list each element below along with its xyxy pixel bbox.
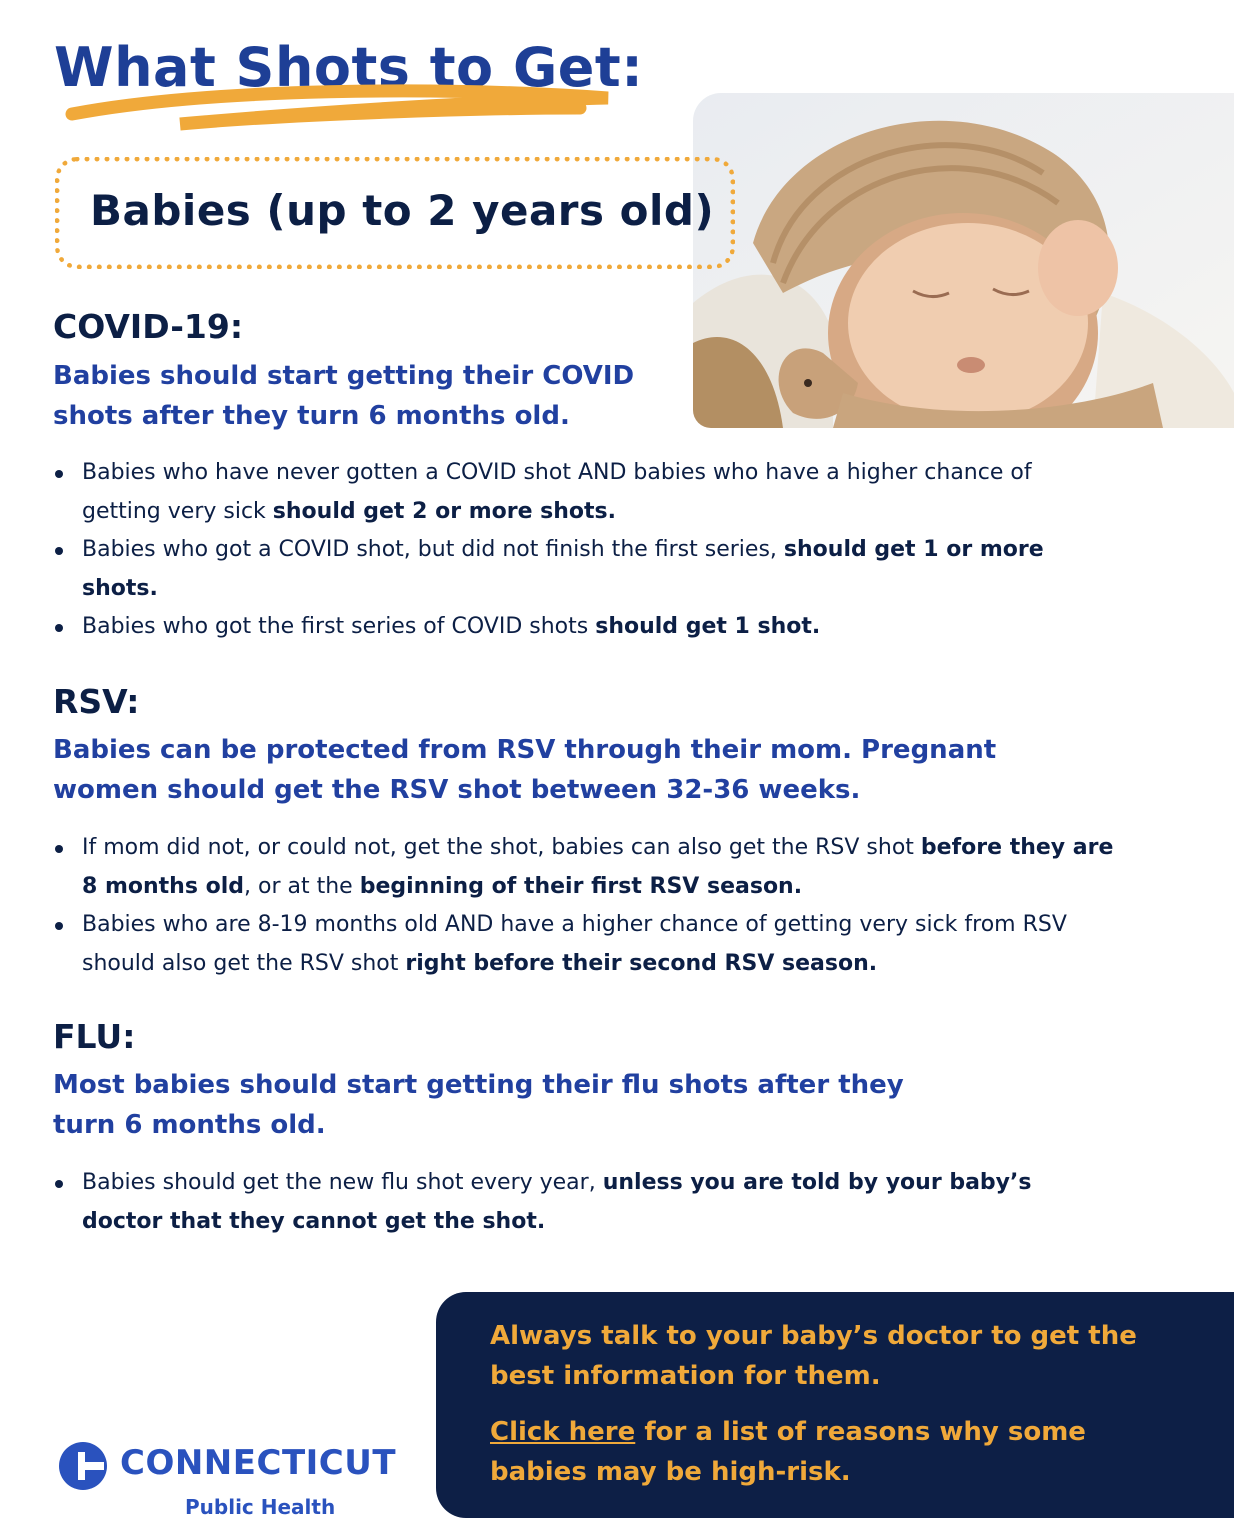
list-item: Babies who got a COVID shot, but did not finish the first series, should get 1 or more shots. <box>53 531 1113 608</box>
callout-line-2: best information for them. <box>490 1361 881 1391</box>
list-item: If mom did not, or could not, get the shot, babies can also get the RSV shot before they are 8 months old, or at the beginning of their first RSV season. <box>53 829 1133 906</box>
list-item: Babies should get the new flu shot every year, unless you are told by your baby’s doctor that they cannot get the shot. <box>53 1164 1063 1241</box>
flu-subheading <box>53 1065 904 1145</box>
list-item: Babies who have never gotten a COVID shot AND babies who have a higher chance of getting very sick should get 2 or more shots. <box>53 454 1113 531</box>
callout-line-4: babies may be high-risk. <box>490 1457 851 1487</box>
logo-wordmark: CONNECTICUT <box>120 1443 397 1483</box>
callout-message <box>490 1316 1190 1396</box>
click-here-link[interactable]: Click here <box>490 1417 636 1447</box>
rsv-bullet-list <box>53 829 1133 983</box>
baby-photo <box>693 93 1234 428</box>
title-underline-swoosh <box>60 84 620 138</box>
page-title: What Shots to Get: <box>54 36 644 99</box>
rsv-subheading-line-1: Babies can be protected from RSV through their mom. Pregnant <box>53 735 997 765</box>
audience-label: Babies (up to 2 years old) <box>90 186 715 235</box>
flu-subheading-line-2: turn 6 months old. <box>53 1110 326 1140</box>
list-item: Babies who are 8-19 months old AND have a higher chance of getting very sick from RSV should also get the RSV shot right before their second RSV season. <box>53 906 1133 983</box>
flu-bullet-list <box>53 1164 1063 1241</box>
covid-subheading <box>53 356 634 436</box>
callout-line-1: Always talk to your baby’s doctor to get the <box>490 1321 1137 1351</box>
rsv-subheading-line-2: women should get the RSV shot between 32-36 weeks. <box>53 775 861 805</box>
list-item: Babies who got the first series of COVID shots should get 1 shot. <box>53 608 1113 647</box>
callout-link-paragraph <box>490 1412 1190 1492</box>
covid-heading: COVID-19: <box>53 307 244 346</box>
covid-subheading-line-2: shots after they turn 6 months old. <box>53 401 570 431</box>
connecticut-logo-icon <box>58 1441 108 1491</box>
callout-after-link: for a list of reasons why some <box>635 1417 1086 1447</box>
flu-heading: FLU: <box>53 1017 136 1056</box>
logo-subtitle: Public Health <box>185 1495 336 1519</box>
rsv-heading: RSV: <box>53 682 140 721</box>
rsv-subheading <box>53 730 996 810</box>
covid-bullet-list <box>53 454 1113 647</box>
flu-subheading-line-1: Most babies should start getting their flu shots after they <box>53 1070 904 1100</box>
covid-subheading-line-1: Babies should start getting their COVID <box>53 361 635 391</box>
